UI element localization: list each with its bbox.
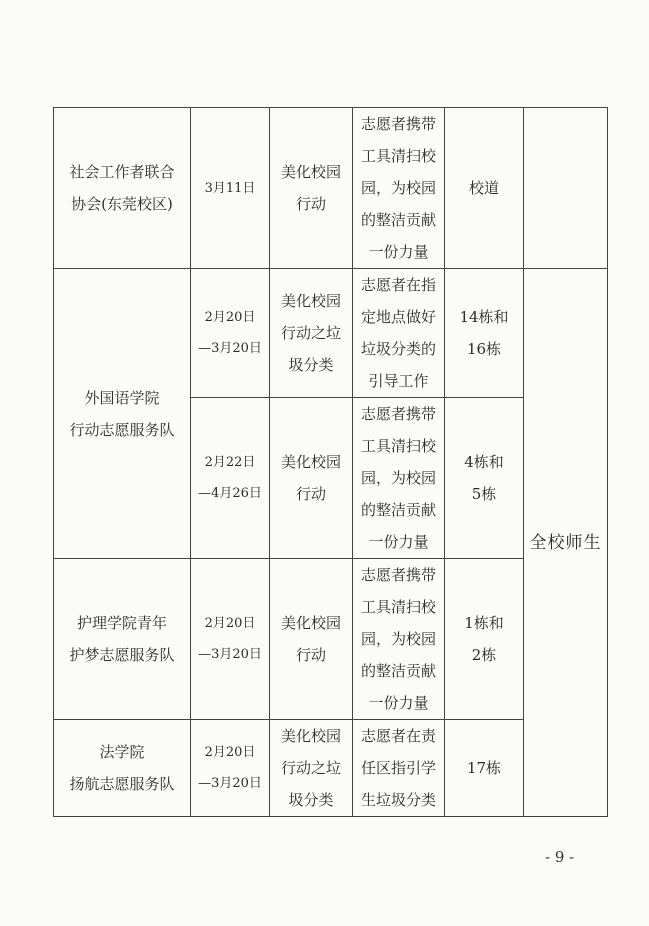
org-cell: 护理学院青年 护梦志愿服务队 bbox=[54, 559, 191, 720]
org-cell: 外国语学院 行动志愿服务队 bbox=[54, 269, 191, 559]
content-cell: 志愿者在责 任区指引学 生垃圾分类 bbox=[353, 720, 445, 817]
org-cell: 法学院 扬航志愿服务队 bbox=[54, 720, 191, 817]
location-cell: 17栋 bbox=[445, 720, 524, 817]
location-cell: 14栋和 16栋 bbox=[445, 269, 524, 398]
volunteer-activity-table bbox=[53, 107, 607, 809]
org-cell: 社会工作者联合 协会(东莞校区) bbox=[54, 108, 191, 269]
date-cell: 2月20日 —3月20日 bbox=[191, 720, 270, 817]
content-cell: 志愿者携带 工具清扫校 园，为校园 的整洁贡献 一份力量 bbox=[353, 559, 445, 720]
location-cell: 校道 bbox=[445, 108, 524, 269]
table-row bbox=[54, 108, 608, 269]
activity-cell: 美化校园 行动之垃 圾分类 bbox=[270, 720, 353, 817]
date-cell: 2月22日 —4月26日 bbox=[191, 398, 270, 559]
content-cell: 志愿者在指 定地点做好 垃圾分类的 引导工作 bbox=[353, 269, 445, 398]
content-cell: 志愿者携带 工具清扫校 园，为校园 的整洁贡献 一份力量 bbox=[353, 108, 445, 269]
date-cell: 2月20日 —3月20日 bbox=[191, 269, 270, 398]
page-number: - 9 - bbox=[545, 848, 575, 866]
content-cell: 志愿者携带 工具清扫校 园，为校园 的整洁贡献 一份力量 bbox=[353, 398, 445, 559]
activity-cell: 美化校园 行动 bbox=[270, 398, 353, 559]
location-cell: 1栋和 2栋 bbox=[445, 559, 524, 720]
location-cell: 4栋和 5栋 bbox=[445, 398, 524, 559]
audience-cell: 全校师生 bbox=[524, 269, 608, 817]
activity-cell: 美化校园 行动 bbox=[270, 108, 353, 269]
empty-audience-cell bbox=[524, 108, 608, 269]
table-row bbox=[54, 269, 608, 398]
activity-cell: 美化校园 行动 bbox=[270, 559, 353, 720]
activity-table bbox=[53, 107, 608, 817]
date-cell: 3月11日 bbox=[191, 108, 270, 269]
date-cell: 2月20日 —3月20日 bbox=[191, 559, 270, 720]
activity-cell: 美化校园 行动之垃 圾分类 bbox=[270, 269, 353, 398]
